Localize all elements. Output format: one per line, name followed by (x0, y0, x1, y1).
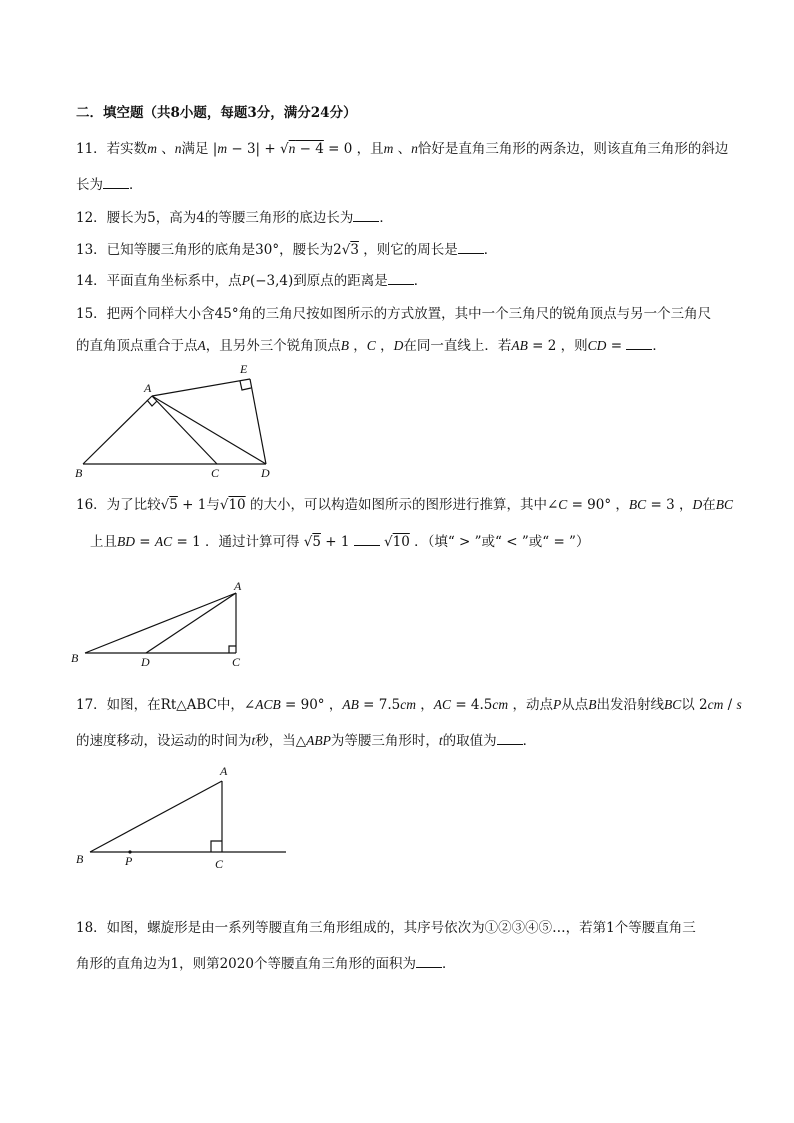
fig16-label-D: D (141, 655, 150, 669)
fig16-label-B: B (71, 651, 79, 665)
fig15-label-A: A (144, 381, 152, 395)
fig15-label-C: C (211, 466, 220, 480)
question-18-line-1: 18．如图，螺旋形是由一系列等腰直角三角形组成的，其序号依次为①②③④⑤…，若第1个等腰直角三 (76, 920, 696, 936)
fig15-label-B: B (75, 466, 83, 480)
question-18-line-2: 角形的直角边为1，则第2020个等腰直角三角形的面积为 ． (76, 956, 456, 972)
figure-15 (70, 360, 290, 485)
question-16-line-1: 16．为了比较√5 + 1与√10 的大小，可以构造如图所示的图形进行推算，其中∠C = 90° ，BC = 3 ，D在BC (76, 497, 733, 513)
question-11-line-2: 长为 ． (76, 177, 143, 193)
fig17-label-P: P (125, 854, 133, 868)
question-15-line-2: 的直角顶点重合于点A，且另外三个锐角顶点B ，C ，D在同一直线上．若AB = 2 ，则CD = ． (76, 338, 666, 354)
question-15-line-1: 15．把两个同样大小含45°角的三角尺按如图所示的方式放置，其中一个三角尺的锐角顶点与另一个三角尺 (76, 306, 712, 322)
fig17-label-B: B (76, 852, 84, 866)
question-12: 12．腰长为5，高为4的等腰三角形的底边长为 ． (76, 210, 393, 226)
fig16-label-C: C (232, 655, 241, 669)
fig17-label-C: C (215, 857, 224, 871)
question-16-line-2: 上且BD = AC = 1 ．通过计算可得 √5 + 1 √10 ．（填“ > ”或“ < ”或“ = ”） (90, 534, 590, 550)
question-17-line-2: 的速度移动，设运动的时间为t秒，当△ABP为等腰三角形时，t的取值为 ． (76, 733, 537, 749)
figure-16 (68, 576, 258, 671)
fig17-label-A: A (220, 764, 228, 778)
question-11-line-1: 11．若实数m 、n满足 |m − 3| + √n − 4 = 0 ，且m 、n恰好是直角三角形的两条边，则该直角三角形的斜边 (76, 141, 729, 157)
question-17-line-1: 17．如图，在Rt△ABC中，∠ACB = 90° ，AB = 7.5cm ，AC = 4.5cm ，动点P从点B出发沿射线BC以 2cm / s (76, 697, 742, 713)
section-title: 二．填空题（共8小题，每题3分，满分24分） (76, 105, 357, 121)
fig16-label-A: A (234, 579, 242, 593)
fig15-label-E: E (240, 362, 248, 376)
figure-17 (70, 762, 290, 872)
question-14: 14．平面直角坐标系中，点P(−3,4)到原点的距离是 ． (76, 273, 428, 289)
question-13: 13．已知等腰三角形的底角是30°，腰长为2√3 ，则它的周长是 ． (76, 242, 498, 258)
fig15-label-D: D (261, 466, 270, 480)
